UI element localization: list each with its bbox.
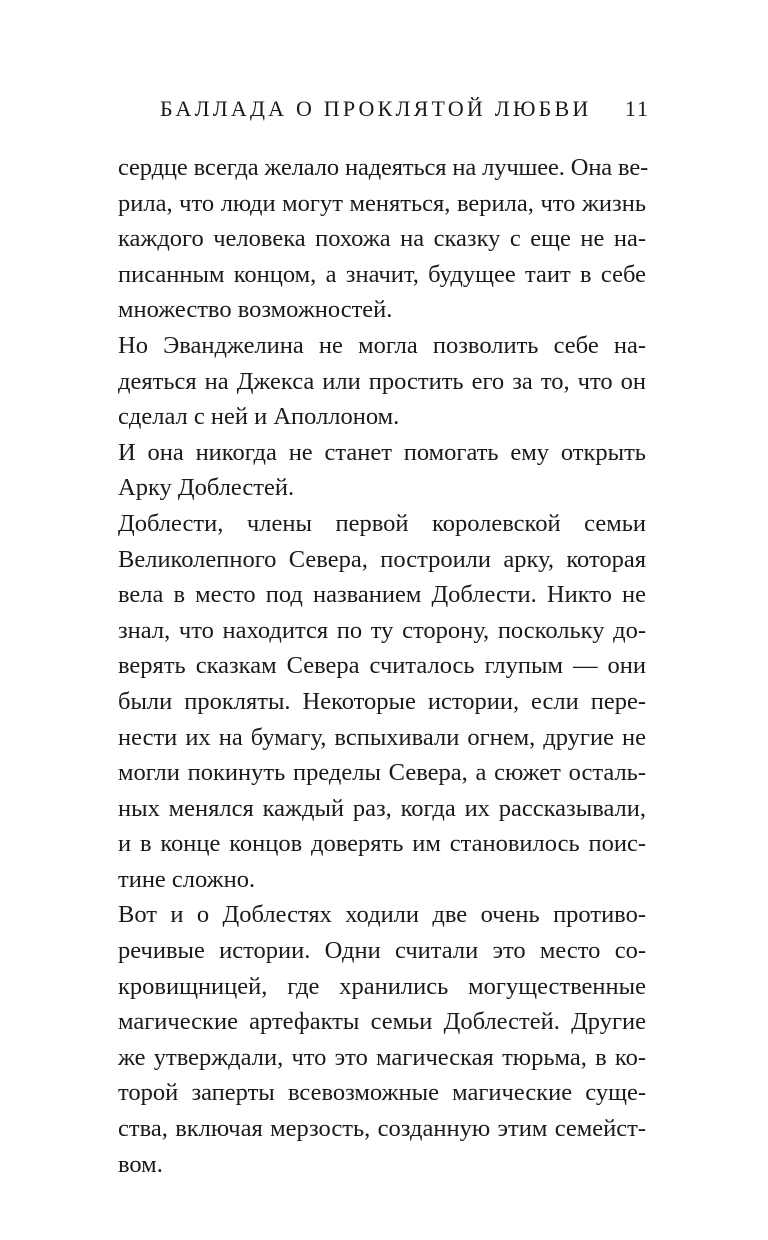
text-line: Вот и о Доблестях ходили две очень противо- [118,901,646,929]
text-line: вела в место под названием Доблести. Никто не [118,581,646,609]
text-line: ных менялся каждый раз, когда их рассказывали, [118,794,646,822]
text-line: писанным концом, а значит, будущее таит в себе [118,260,646,288]
text-line: речивые истории. Одни считали это место со- [118,937,646,965]
text-line: сделал с ней и Аполлоном. [118,403,400,431]
text-line: были прокляты. Некоторые истории, если пере- [118,687,646,715]
paragraph [118,435,646,506]
text-line: магические артефакты семьи Доблестей. Другие [118,1008,646,1036]
text-line: кровищницей, где хранились могущественные [118,972,646,1000]
text-line: же утверждали, что это магическая тюрьма, в ко- [118,1043,646,1071]
text-line: сердце всегда желало надеяться на лучшее. Она ве- [118,154,649,181]
text-line: множество возможностей. [118,296,393,324]
paragraph [118,328,646,435]
paragraph [118,897,646,1182]
text-line: вом. [118,1150,163,1178]
text-line: тине сложно. [118,865,256,893]
page-number: 11 [624,96,650,121]
text-line: и в конце концов доверять им становилось поис- [118,830,646,858]
text-line: знал, что находится по ту сторону, поскольку до- [118,616,646,644]
text-line: верять сказкам Севера считалось глупым — они [118,652,646,680]
running-title: БАЛЛАДА О ПРОКЛЯТОЙ ЛЮБВИ [160,96,592,121]
text-line: каждого человека похожа на сказку с еще не на- [118,225,646,253]
text-line: Арку Доблестей. [118,474,295,502]
text-line: деяться на Джекса или простить его за то, что он [118,367,646,395]
body-text [118,150,649,1182]
text-line: Великолепного Севера, построили арку, которая [118,545,646,573]
text-line: могли покинуть пределы Севера, а сюжет осталь- [118,759,646,787]
running-head [118,92,650,126]
text-line: торой заперты всевозможные магические суще- [118,1079,646,1107]
text-line: И она никогда не станет помогать ему открыть [118,438,646,466]
text-line: рила, что люди могут меняться, верила, что жизнь [118,189,646,217]
paragraph [118,506,646,898]
text-line: Но Эванджелина не могла позволить себе на- [118,331,646,359]
text-line: Доблести, члены первой королевской семьи [118,509,646,537]
text-line: нести их на бумагу, вспыхивали огнем, другие не [118,723,646,751]
text-line: ства, включая мерзость, созданную этим семейст- [118,1115,646,1143]
paragraph [118,150,649,328]
